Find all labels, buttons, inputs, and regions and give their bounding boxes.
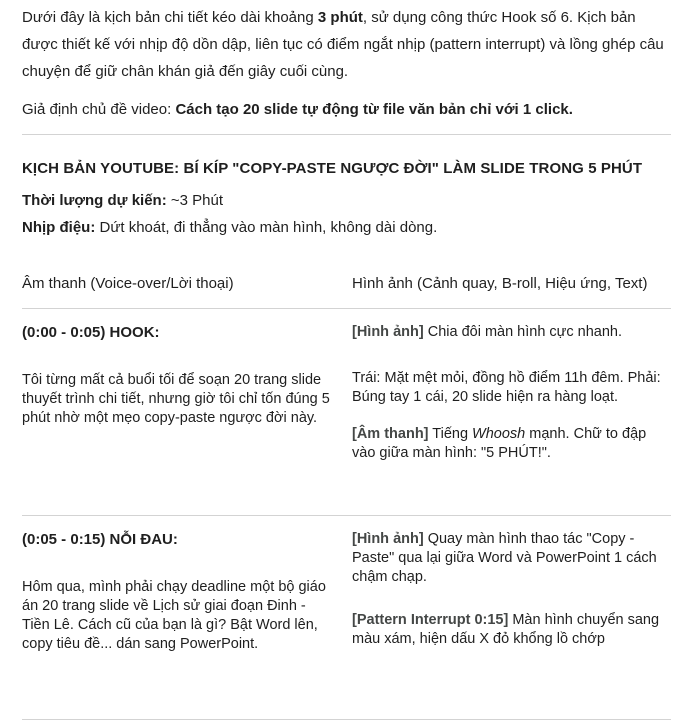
table-row xyxy=(22,516,671,720)
visual-cell xyxy=(352,516,671,720)
audio-text-italic: Whoosh xyxy=(472,426,526,442)
document xyxy=(22,0,671,720)
duration-label: Thời lượng dự kiến: xyxy=(22,192,167,209)
rhythm-label: Nhịp điệu: xyxy=(22,219,96,236)
divider xyxy=(22,134,671,135)
voice-text: Tôi từng mất cả buổi tối để soạn 20 trang slide thuyết trình chi tiết, nhưng giờ tôi chỉ tốn đúng 5 phút nhờ một mẹo copy-paste ngược đời này. xyxy=(22,372,330,426)
audio-note xyxy=(352,425,671,463)
duration-value: ~3 Phút xyxy=(166,192,224,209)
audio-cell xyxy=(22,309,352,516)
intro-text-2: , sử dụng công thức Hook số 6. Kịch bản được thiết kế với nhịp độ dồn dập, liên tục có điểm ngắt nhịp (pattern interrupt) và lồng ghép câu chuyện để giữ chân khán giả đến giây cuối cùng. xyxy=(22,9,664,80)
segment-title: (0:05 - 0:15) NỖI ĐAU: xyxy=(22,531,178,548)
segment-title: (0:00 - 0:05) HOOK: xyxy=(22,324,160,341)
table-row xyxy=(22,309,671,516)
rhythm-line xyxy=(22,214,671,241)
intro-paragraph xyxy=(22,4,671,85)
header-audio: Âm thanh (Voice-over/Lời thoại) xyxy=(22,262,352,309)
visual-note xyxy=(352,323,671,342)
rhythm-value: Dứt khoát, đi thẳng vào màn hình, không dài dòng. xyxy=(95,219,438,236)
topic-value: Cách tạo 20 slide tự động từ file văn bản chỉ với 1 click. xyxy=(175,101,573,118)
intro-bold-duration: 3 phút xyxy=(317,9,363,26)
visual-text: Chia đôi màn hình cực nhanh. xyxy=(423,324,623,340)
visual-note xyxy=(352,530,671,587)
visual-text: Quay màn hình thao tác "Copy - Paste" qua lại giữa Word và PowerPoint 1 cách chậm chạp. xyxy=(352,531,657,585)
audio-tag: [Âm thanh] xyxy=(352,426,429,442)
audio-cell xyxy=(22,516,352,720)
topic-paragraph xyxy=(22,96,671,123)
intro-text-1: Dưới đây là kịch bản chi tiết kéo dài khoảng xyxy=(22,9,318,26)
voice-text: Hôm qua, mình phải chạy deadline một bộ giáo án 20 trang slide về Lịch sử giai đoạn Đinh - Tiền Lê. Cách cũ của bạn là gì? Bật Word lên, copy tiêu đề... dán sang PowerPoint. xyxy=(22,579,326,652)
pattern-interrupt-tag: [Pattern Interrupt 0:15] xyxy=(352,612,509,628)
duration-line xyxy=(22,187,671,214)
pattern-interrupt-note xyxy=(352,611,671,649)
visual-note: Trái: Mặt mệt mỏi, đồng hồ điểm 11h đêm. Phải: Búng tay 1 cái, 20 slide hiện ra hàng loạt. xyxy=(352,370,661,405)
visual-tag: [Hình ảnh] xyxy=(352,531,424,547)
table-header-row xyxy=(22,262,671,309)
topic-label: Giả định chủ đề video: xyxy=(22,101,176,118)
audio-text-pre: Tiếng xyxy=(428,426,473,442)
pattern-interrupt-text: Màn hình chuyển sang màu xám, hiện dấu X đỏ khổng lồ chớp xyxy=(352,612,660,647)
header-visual: Hình ảnh (Cảnh quay, B-roll, Hiệu ứng, Text) xyxy=(352,262,671,309)
script-title: KỊCH BẢN YOUTUBE: BÍ KÍP "COPY-PASTE NGƯỢC ĐỜI" LÀM SLIDE TRONG 5 PHÚT xyxy=(22,160,643,177)
visual-cell xyxy=(352,309,671,516)
storyboard-table xyxy=(22,262,671,720)
audio-text-post: mạnh. Chữ to đập vào giữa màn hình: "5 PHÚT!". xyxy=(352,426,647,461)
visual-tag: [Hình ảnh] xyxy=(352,324,424,340)
